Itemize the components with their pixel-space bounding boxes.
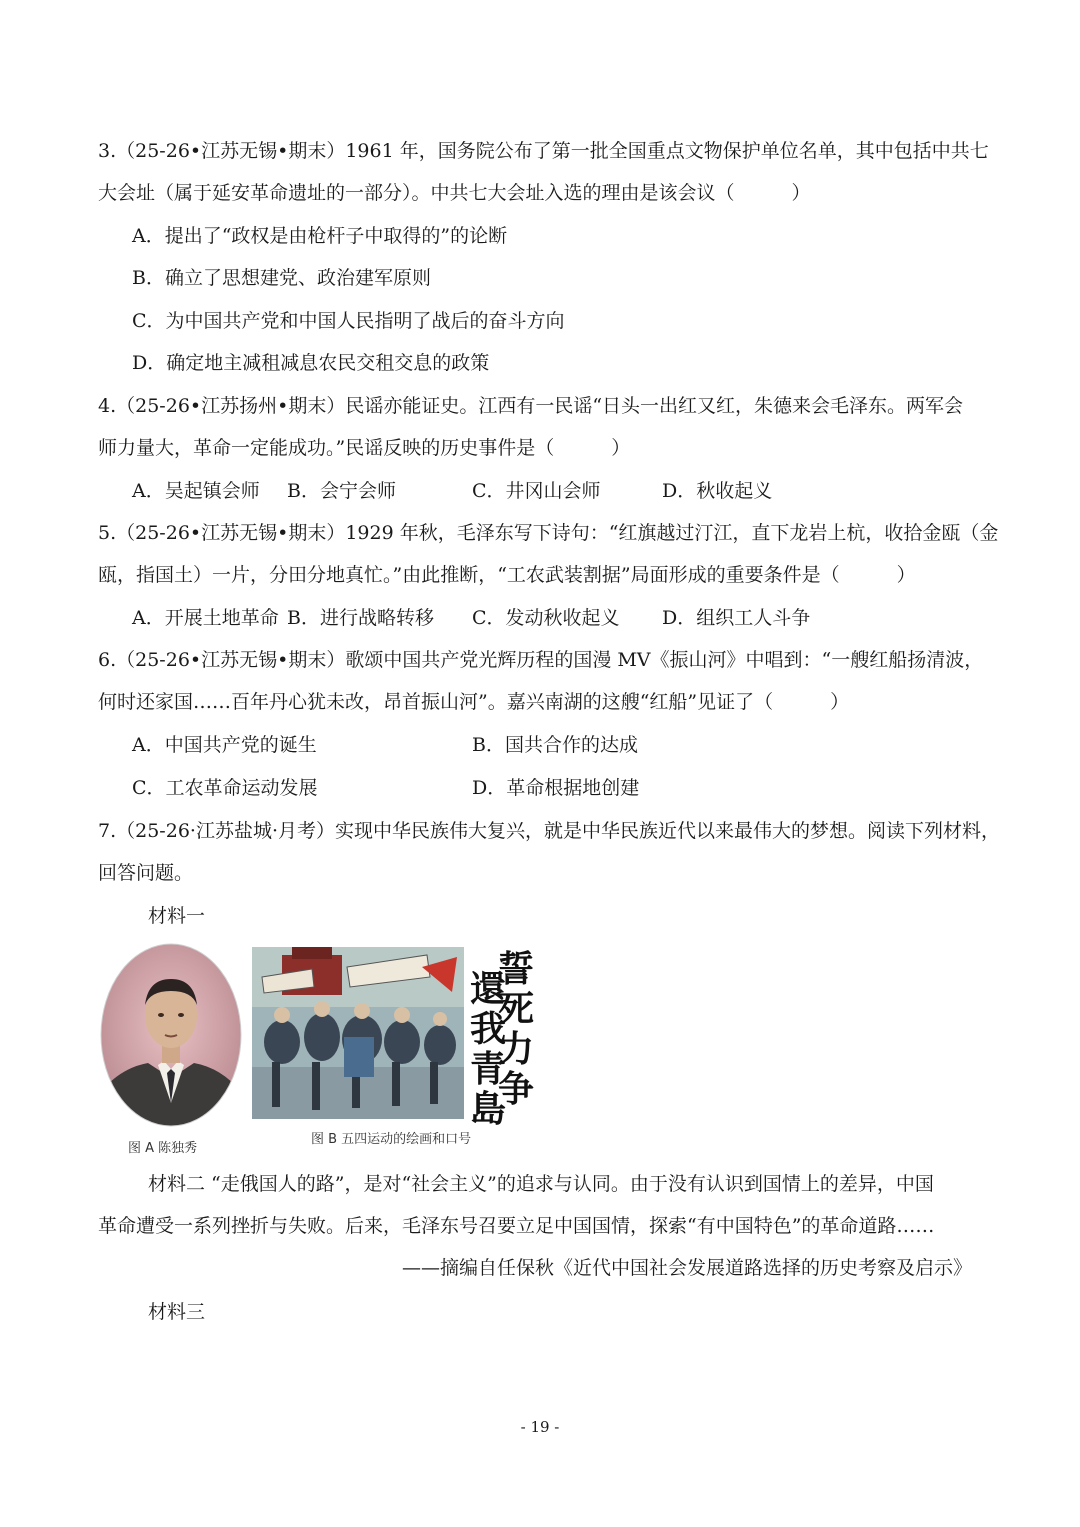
portrait-figure <box>100 943 242 1127</box>
q4-option-c: C．井冈山会师 <box>472 480 601 502</box>
q4-stem-line2: 师力量大，革命一定能成功。”民谣反映的历史事件是（ ） <box>98 437 631 459</box>
may-fourth-painting <box>252 947 464 1119</box>
slogan-column-left: 還我青島 <box>470 968 507 1130</box>
material-2-source: ——摘编自任保秋《近代中国社会发展道路选择的历史考察及启示》 <box>401 1257 972 1279</box>
q4-option-a: A．吴起镇会师 <box>132 480 260 502</box>
q3-option-d: D．确定地主减租减息农民交租交息的政策 <box>132 352 490 374</box>
q3-option-a: A．提出了“政权是由枪杆子中取得的”的论断 <box>132 225 508 247</box>
q5-option-a: A．开展土地革命 <box>132 607 279 629</box>
material-2-line2: 革命遭受一系列挫折与失败。后来，毛泽东号召要立足中国国情，探索“有中国特色”的革命道路…… <box>98 1215 935 1237</box>
page-number: - 19 - <box>520 1418 560 1436</box>
q5-option-c: C．发动秋收起义 <box>472 607 620 629</box>
q6-stem-line1: 6.（25-26•江苏无锡•期末）歌颂中国共产党光辉历程的国漫 MV《振山河》中唱到：“一艘红船扬清波， <box>98 649 984 671</box>
q6-option-a: A．中国共产党的诞生 <box>132 734 317 756</box>
q3-stem-line1: 3.（25-26•江苏无锡•期末）1961 年，国务院公布了第一批全国重点文物保护单位名单，其中包括中共七 <box>98 140 989 162</box>
q6-option-d: D．革命根据地创建 <box>472 777 640 799</box>
q6-option-b: B．国共合作的达成 <box>472 734 638 756</box>
q6-stem-line2: 何时还家国……百年丹心犹未改，昂首振山河”。嘉兴南湖的这艘“红船”见证了（ ） <box>98 691 850 713</box>
q7-stem-line2: 回答问题。 <box>98 862 194 884</box>
q5-option-d: D．组织工人斗争 <box>662 607 811 629</box>
material-2-line1: 材料二 “走俄国人的路”，是对“社会主义”的追求与认同。由于没有认识到国情上的差异，中国 <box>148 1173 934 1195</box>
q7-stem-line1: 7.（25-26·江苏盐城·月考）实现中华民族伟大复兴，就是中华民族近代以来最伟大的梦想。阅读下列材料， <box>98 820 1000 842</box>
q5-stem-line1: 5.（25-26•江苏无锡•期末）1929 年秋，毛泽东写下诗句：“红旗越过汀江，直下龙岩上杭，收拾金瓯（金 <box>98 522 999 544</box>
q6-option-c: C．工农革命运动发展 <box>132 777 318 799</box>
q3-option-b: B．确立了思想建党、政治建军原则 <box>132 267 431 289</box>
q3-stem-line2: 大会址（属于延安革命遗址的一部分）。中共七大会址入选的理由是该会议（ ） <box>98 182 811 204</box>
slogan-column-right: 誓死力争 <box>498 948 535 1110</box>
figure-a-caption: 图 A 陈独秀 <box>128 1141 198 1156</box>
material-3-label: 材料三 <box>148 1301 206 1323</box>
figure-b-caption: 图 B 五四运动的绘画和口号 <box>311 1132 472 1147</box>
q4-option-d: D．秋收起义 <box>662 480 773 502</box>
q5-option-b: B．进行战略转移 <box>287 607 434 629</box>
q3-option-c: C．为中国共产党和中国人民指明了战后的奋斗方向 <box>132 310 565 332</box>
q5-stem-line2: 瓯，指国土）一片，分田分地真忙。”由此推断，“工农武装割据”局面形成的重要条件是（ ） <box>98 564 916 586</box>
material-1-label: 材料一 <box>148 905 206 927</box>
q4-option-b: B．会宁会师 <box>287 480 396 502</box>
q4-stem-line1: 4.（25-26•江苏扬州•期末）民谣亦能证史。江西有一民谣“日头一出红又红，朱德来会毛泽东。两军会 <box>98 395 964 417</box>
